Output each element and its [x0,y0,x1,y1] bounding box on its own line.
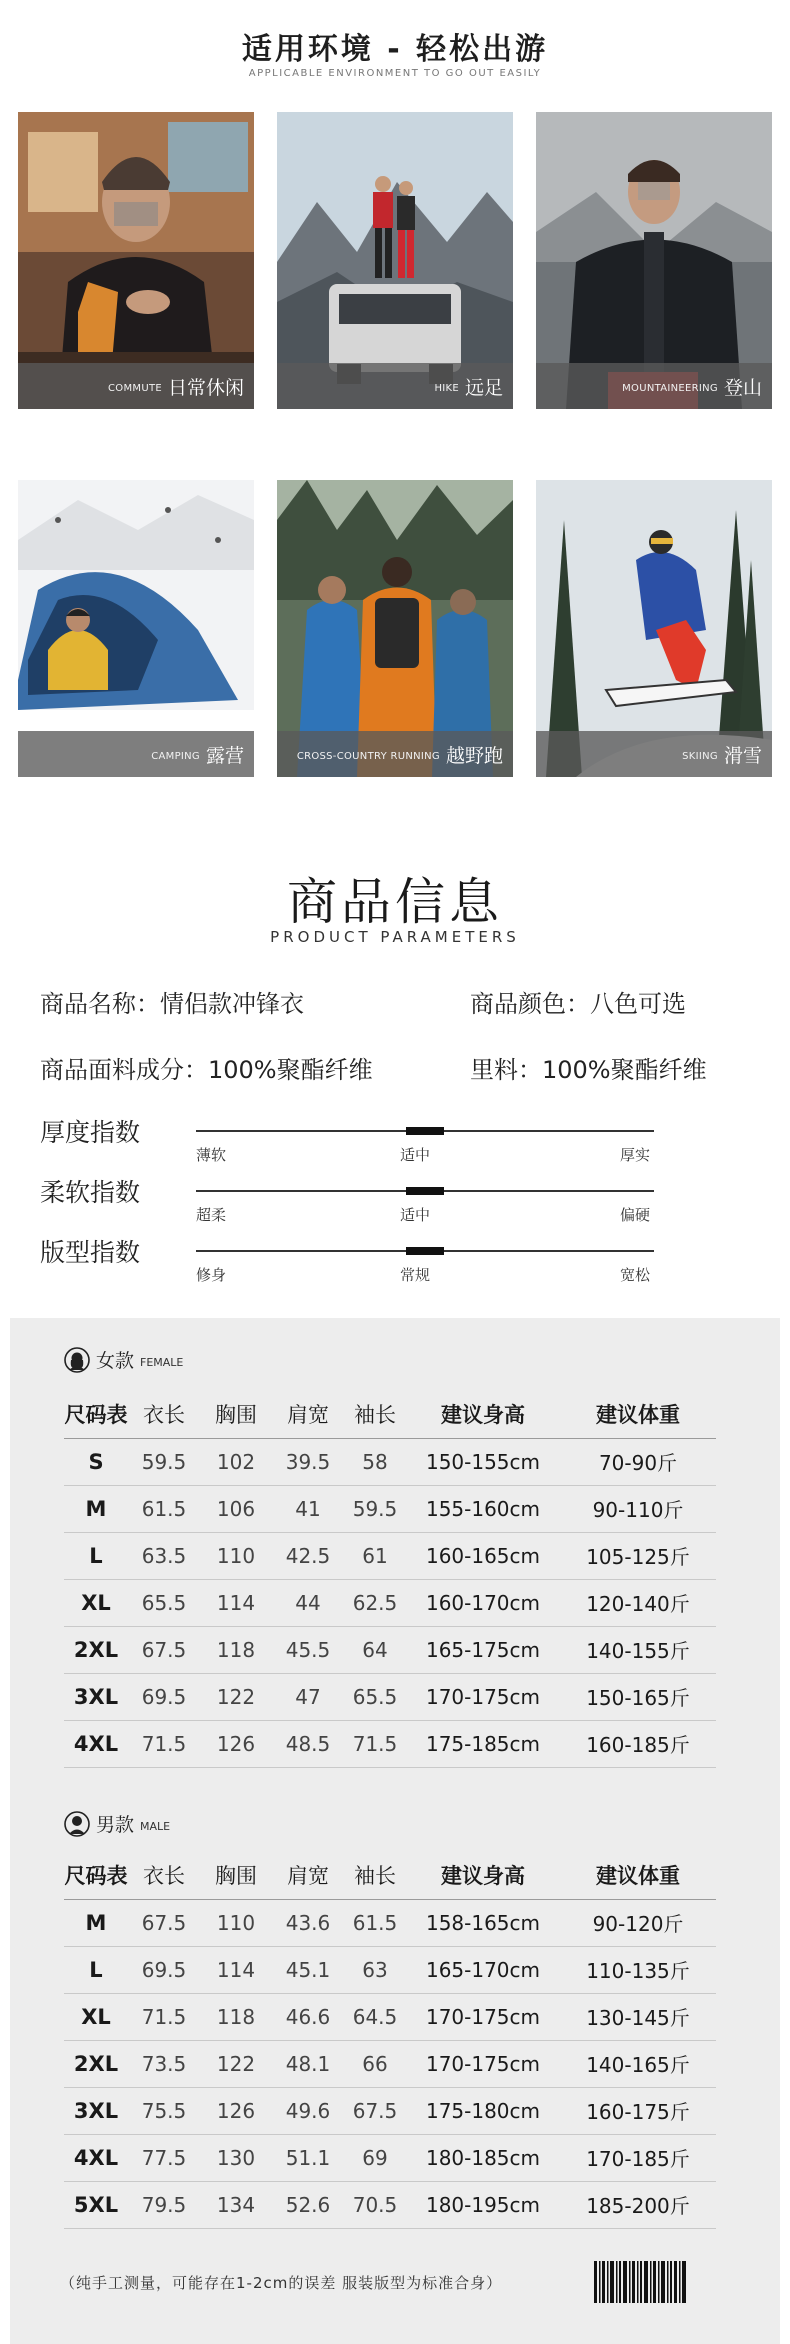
size-table-header-cell: 袖长 [344,1391,406,1438]
size-table-cell: 140-165斤 [560,2040,716,2087]
size-table-cell: 2XL [64,1626,128,1673]
size-table-cell: 63 [344,1946,406,1993]
scene-tile-camping [18,480,254,777]
size-table-cell: 160-165cm [406,1532,560,1579]
size-table-cell: 118 [200,1993,272,2040]
size-table-cell: 90-110斤 [560,1485,716,1532]
softness-index-max: 偏硬 [620,1206,651,1224]
product-name-row [40,984,304,1019]
size-table-cell: 160-170cm [406,1579,560,1626]
size-table-cell: 64 [344,1626,406,1673]
size-table-cell: 170-185斤 [560,2134,716,2181]
table-row [64,1579,716,1626]
table-row [64,1899,716,1946]
size-table-cell: 69.5 [128,1946,200,1993]
size-table-cell: 185-200斤 [560,2181,716,2228]
size-table-header-cell: 建议身高 [406,1852,560,1899]
table-row [64,2134,716,2181]
table-row [64,1720,716,1767]
size-table-cell: 77.5 [128,2134,200,2181]
fit-index-label: 版型指数 [40,1238,141,1267]
scene-tile-commute [18,112,254,409]
size-table-cell: 73.5 [128,2040,200,2087]
size-table-cell: 90-120斤 [560,1899,716,1946]
size-table-cell: 158-165cm [406,1899,560,1946]
scene-caption-en: COMMUTE [108,383,162,394]
barcode-icon [594,2261,686,2303]
size-table-cell: 61.5 [344,1899,406,1946]
size-table-header-cell: 胸围 [200,1852,272,1899]
female-heading [64,1346,183,1373]
scene-caption-en: CROSS-COUNTRY RUNNING [296,751,440,762]
product-name-value: 情侣款冲锋衣 [160,990,304,1018]
size-table-cell: 52.6 [272,2181,344,2228]
size-table-cell: 41 [272,1485,344,1532]
size-table-cell: 61 [344,1532,406,1579]
fit-index-marker [406,1247,444,1255]
table-row [64,1485,716,1532]
size-table-cell: 114 [200,1946,272,1993]
scene-caption-en: HIKE [434,383,459,394]
size-table-header [64,1391,716,1438]
size-table-cell: 75.5 [128,2087,200,2134]
scene-caption-zh: 远足 [464,376,503,399]
softness-index-mid: 适中 [400,1206,431,1224]
size-table-cell: 69.5 [128,1673,200,1720]
scene-caption [18,731,254,777]
product-color-label: 商品颜色： [470,990,590,1018]
size-table-cell: 59.5 [344,1485,406,1532]
size-table-cell: 65.5 [344,1673,406,1720]
female-avatar-icon [64,1347,90,1373]
scene-caption-zh: 越野跑 [445,744,503,767]
size-table-cell: 122 [200,2040,272,2087]
scene-tile-cross-country-running [277,480,513,777]
size-table-cell: M [64,1899,128,1946]
size-table-cell: 175-185cm [406,1720,560,1767]
size-table-cell: 47 [272,1673,344,1720]
scene-caption-zh: 日常休闲 [167,376,244,399]
table-row [64,2040,716,2087]
size-table-cell: 3XL [64,2087,128,2134]
size-table-cell: XL [64,1579,128,1626]
size-table-cell: 67.5 [128,1899,200,1946]
scene-caption-zh: 滑雪 [723,744,762,767]
thickness-index-max: 厚实 [620,1146,651,1164]
product-lining-value: 100%聚酯纤维 [542,1056,707,1084]
size-table-cell: 79.5 [128,2181,200,2228]
size-table-cell: 48.1 [272,2040,344,2087]
scene-caption-zh: 登山 [723,376,762,399]
size-table-cell: 67.5 [344,2087,406,2134]
table-row [64,1532,716,1579]
product-title: 商品信息 [287,873,503,931]
size-table-cell: 165-175cm [406,1626,560,1673]
size-table-header-cell: 肩宽 [272,1852,344,1899]
size-table-header [64,1852,716,1899]
scene-caption [18,363,254,409]
size-table-cell: 61.5 [128,1485,200,1532]
size-table-header-cell: 衣长 [128,1852,200,1899]
size-table-cell: 64.5 [344,1993,406,2040]
size-table-cell: 114 [200,1579,272,1626]
size-table-cell: 58 [344,1438,406,1485]
scene-caption [277,363,513,409]
table-row [64,1946,716,1993]
size-table-header-cell: 建议体重 [560,1391,716,1438]
product-color-value: 八色可选 [590,990,686,1018]
thickness-index-marker [406,1127,444,1135]
female-heading-en: FEMALE [140,1355,184,1369]
size-table-cell: 51.1 [272,2134,344,2181]
size-table-cell: 44 [272,1579,344,1626]
female-heading-zh: 女款 [96,1350,135,1372]
size-table-cell: 67.5 [128,1626,200,1673]
thickness-index-mid: 适中 [400,1146,431,1164]
scene-caption [277,731,513,777]
size-table-cell: 66 [344,2040,406,2087]
size-table-cell: 62.5 [344,1579,406,1626]
size-table-header-cell: 胸围 [200,1391,272,1438]
size-table-cell: 48.5 [272,1720,344,1767]
size-table-cell: 4XL [64,2134,128,2181]
product-color-row [470,984,686,1019]
table-row [64,2181,716,2228]
size-table-cell: 71.5 [128,1993,200,2040]
scene-tile-skiing [536,480,772,777]
scene-caption-zh: 露营 [205,744,244,767]
size-table-header-cell: 衣长 [128,1391,200,1438]
softness-index-label: 柔软指数 [40,1178,141,1207]
scene-caption-en: SKIING [682,751,718,762]
product-lining-row [470,1050,707,1085]
table-row [64,1626,716,1673]
size-table-header-cell: 尺码表 [64,1391,128,1438]
size-table-cell: 155-160cm [406,1485,560,1532]
fit-index-mid: 常规 [400,1266,431,1284]
size-table-cell: 165-170cm [406,1946,560,1993]
size-table-cell: 49.6 [272,2087,344,2134]
softness-index-min: 超柔 [196,1206,227,1224]
size-table-cell: 65.5 [128,1579,200,1626]
size-table-cell: 42.5 [272,1532,344,1579]
product-name-label: 商品名称： [40,990,160,1018]
size-table-cell: 105-125斤 [560,1532,716,1579]
thickness-index-min: 薄软 [196,1146,227,1164]
table-row [64,2087,716,2134]
scene-caption-en: CAMPING [151,751,200,762]
size-table-cell: XL [64,1993,128,2040]
male-heading [64,1810,170,1837]
product-fabric-label: 商品面料成分： [40,1056,208,1084]
softness-index-marker [406,1187,444,1195]
size-table-cell: 39.5 [272,1438,344,1485]
size-table-cell: 118 [200,1626,272,1673]
size-table-cell: 180-195cm [406,2181,560,2228]
measurement-note: （纯手工测量，可能存在1-2cm的误差 服装版型为标准合身） [60,2274,503,2292]
male-heading-zh: 男款 [96,1814,135,1836]
size-table-cell: M [64,1485,128,1532]
male-avatar-icon [64,1811,90,1837]
size-table-cell: 150-155cm [406,1438,560,1485]
size-table-header-cell: 袖长 [344,1852,406,1899]
table-row [64,1993,716,2040]
size-table-cell: L [64,1946,128,1993]
size-table-cell: L [64,1532,128,1579]
scene-tile-hike [277,112,513,409]
size-table-header-cell: 建议身高 [406,1391,560,1438]
fit-index-min: 修身 [196,1266,227,1284]
size-table-cell: 120-140斤 [560,1579,716,1626]
size-table-cell: 45.5 [272,1626,344,1673]
size-table-cell: 140-155斤 [560,1626,716,1673]
size-table-cell: 170-175cm [406,1993,560,2040]
product-fabric-row [40,1050,373,1085]
size-table-cell: 134 [200,2181,272,2228]
size-table-header-cell: 肩宽 [272,1391,344,1438]
table-row [64,1673,716,1720]
size-table-header-cell: 尺码表 [64,1852,128,1899]
size-table-cell: 3XL [64,1673,128,1720]
female-size-table [64,1391,716,1768]
size-table-cell: 2XL [64,2040,128,2087]
size-table-cell: 170-175cm [406,2040,560,2087]
scene-caption-en: MOUNTAINEERING [622,383,718,394]
fit-index-max: 宽松 [620,1266,651,1284]
scene-caption [536,363,772,409]
size-table-cell: 69 [344,2134,406,2181]
size-table-cell: 150-165斤 [560,1673,716,1720]
size-table-cell: 4XL [64,1720,128,1767]
size-table-cell: 71.5 [128,1720,200,1767]
size-table-cell: 59.5 [128,1438,200,1485]
size-table-cell: 110 [200,1532,272,1579]
size-table-cell: 175-180cm [406,2087,560,2134]
male-size-table [64,1852,716,2229]
size-table-cell: 130 [200,2134,272,2181]
size-table-cell: 70-90斤 [560,1438,716,1485]
size-table-cell: 46.6 [272,1993,344,2040]
size-table-cell: 70.5 [344,2181,406,2228]
size-table-cell: 180-185cm [406,2134,560,2181]
table-row [64,1438,716,1485]
scene-tile-mountaineering [536,112,772,409]
size-table-cell: 160-185斤 [560,1720,716,1767]
size-table-header-cell: 建议体重 [560,1852,716,1899]
size-table-cell: 102 [200,1438,272,1485]
thickness-index-label: 厚度指数 [40,1118,141,1147]
size-table-cell: S [64,1438,128,1485]
size-table-cell: 126 [200,2087,272,2134]
product-lining-label: 里料： [470,1056,542,1084]
size-table-cell: 110-135斤 [560,1946,716,1993]
size-table-cell: 122 [200,1673,272,1720]
size-table-cell: 110 [200,1899,272,1946]
scenes-title: 适用环境 - 轻松出游 [241,32,549,67]
size-table-cell: 45.1 [272,1946,344,1993]
scene-caption [536,731,772,777]
size-table-cell: 170-175cm [406,1673,560,1720]
size-table-cell: 5XL [64,2181,128,2228]
product-subtitle: PRODUCT PARAMETERS [270,928,520,946]
male-heading-en: MALE [140,1819,171,1833]
size-table-cell: 126 [200,1720,272,1767]
size-table-cell: 160-175斤 [560,2087,716,2134]
size-table-cell: 71.5 [344,1720,406,1767]
size-table-cell: 106 [200,1485,272,1532]
product-fabric-value: 100%聚酯纤维 [208,1056,373,1084]
scenes-subtitle: APPLICABLE ENVIRONMENT TO GO OUT EASILY [248,68,542,79]
size-table-cell: 43.6 [272,1899,344,1946]
size-table-cell: 130-145斤 [560,1993,716,2040]
size-table-cell: 63.5 [128,1532,200,1579]
